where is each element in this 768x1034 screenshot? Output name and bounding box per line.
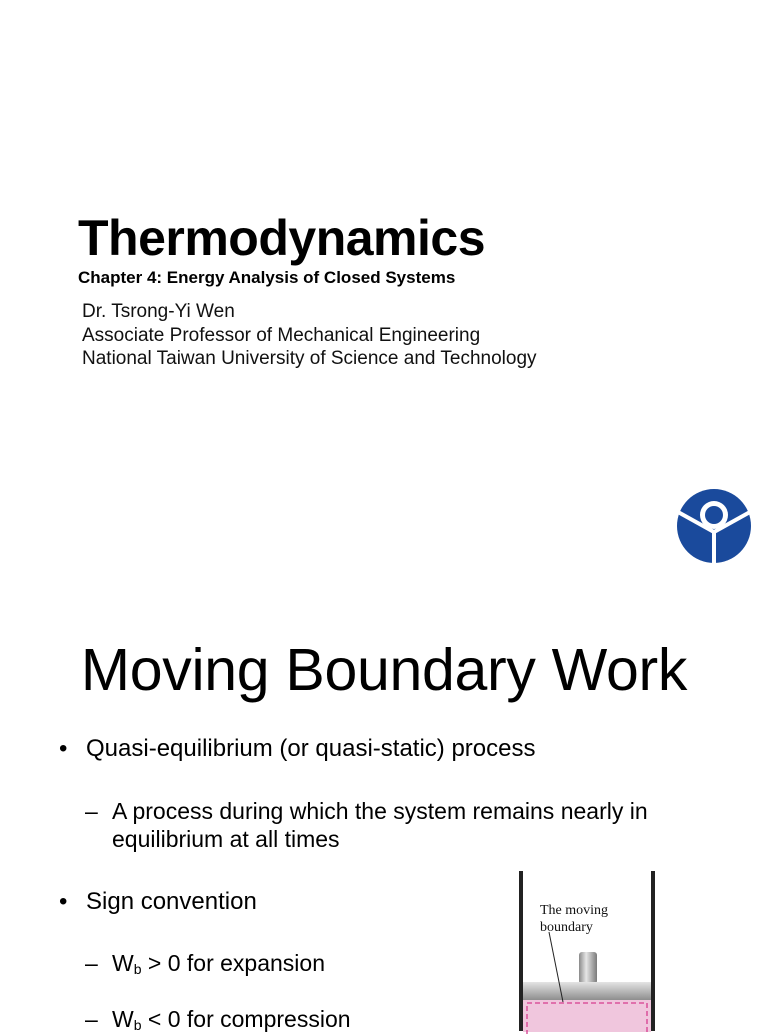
chapter-subtitle: Chapter 4: Energy Analysis of Closed Systems <box>78 268 456 287</box>
expansion-rule: > 0 for expansion <box>141 950 325 976</box>
bullet-sign-convention: • Sign convention <box>86 888 257 916</box>
author-institution: National Taiwan University of Science and Technology <box>82 348 537 369</box>
work-symbol: W <box>112 1006 134 1032</box>
label-line-2: boundary <box>540 920 593 935</box>
sub-bullet-expansion <box>112 949 325 977</box>
bullet-quasi-equilibrium: • Quasi-equilibrium (or quasi-static) process <box>86 735 535 763</box>
slide-title: Moving Boundary Work <box>80 637 688 703</box>
content-slide <box>0 576 768 1033</box>
work-subscript: b <box>133 961 142 977</box>
label-line-1: The moving <box>540 903 609 918</box>
work-subscript: b <box>133 1017 142 1033</box>
university-logo-icon <box>672 484 756 568</box>
moving-boundary-label <box>540 902 630 936</box>
compression-rule: < 0 for compression <box>141 1006 351 1032</box>
sub-bullet-compression <box>112 1005 351 1033</box>
sub-bullet-definition: – A process during which the system remains nearly in equilibrium at all times <box>112 797 692 853</box>
piston-cylinder-drawing <box>515 869 665 1029</box>
work-symbol: W <box>112 950 134 976</box>
author-name: Dr. Tsrong-Yi Wen <box>82 301 235 322</box>
course-title: Thermodynamics <box>78 210 486 266</box>
author-block <box>82 300 537 371</box>
author-position: Associate Professor of Mechanical Engineering <box>82 324 481 346</box>
piston-cylinder-figure <box>515 869 665 1029</box>
